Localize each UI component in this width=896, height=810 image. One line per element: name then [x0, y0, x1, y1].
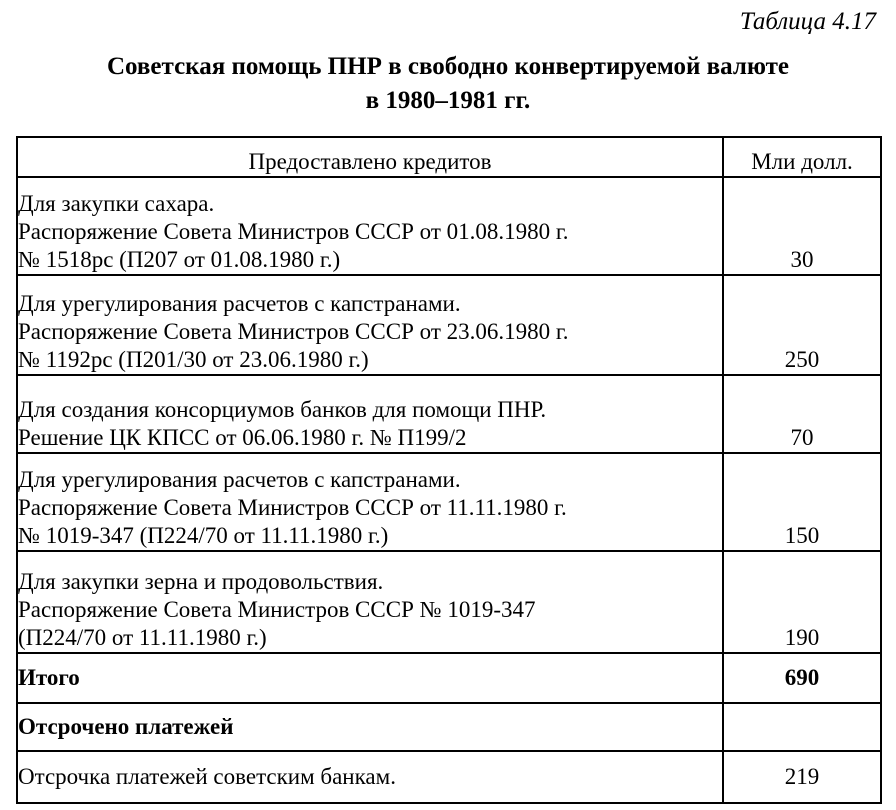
row-value: 30	[723, 177, 881, 275]
credits-table	[16, 136, 882, 804]
table-row	[17, 453, 881, 551]
table-row	[17, 275, 881, 375]
row-line: № 1192рс (П201/30 от 23.06.1980 г.)	[18, 347, 369, 372]
row-line: Для урегулирования расчетов с капстранами.	[18, 291, 461, 316]
row-line: Решение ЦК КПСС от 06.06.1980 г. № П199/2	[18, 425, 467, 450]
total-label: Итого	[17, 653, 723, 703]
row-description	[17, 551, 723, 653]
table-title	[0, 50, 896, 118]
deferred-section-label: Отсрочено платежей	[17, 703, 723, 751]
row-line: Для создания консорциумов банков для помощи ПНР.	[18, 397, 547, 422]
table-header-row	[17, 137, 881, 177]
row-value: 250	[723, 275, 881, 375]
row-value: 150	[723, 453, 881, 551]
row-line: № 1518рс (П207 от 01.08.1980 г.)	[18, 247, 341, 272]
total-value: 690	[723, 653, 881, 703]
table-row	[17, 177, 881, 275]
row-line: Распоряжение Совета Министров СССР № 1019-347	[18, 597, 536, 622]
deferred-section-row	[17, 703, 881, 751]
row-line: Распоряжение Совета Министров СССР от 23.06.1980 г.	[18, 319, 569, 344]
row-value: 70	[723, 375, 881, 453]
header-amount: Мли долл.	[723, 137, 881, 177]
total-row	[17, 653, 881, 703]
row-line: Распоряжение Совета Министров СССР от 01.08.1980 г.	[18, 219, 569, 244]
row-description	[17, 375, 723, 453]
table-number: Таблица 4.17	[739, 8, 876, 35]
deferral-value: 219	[723, 751, 881, 803]
row-value: 190	[723, 551, 881, 653]
row-description	[17, 453, 723, 551]
deferred-section-empty	[723, 703, 881, 751]
row-line: Распоряжение Совета Министров СССР от 11.11.1980 г.	[18, 495, 567, 520]
deferral-label: Отсрочка платежей советским банкам.	[17, 751, 723, 803]
table-row	[17, 375, 881, 453]
title-line-1: Советская помощь ПНР в свободно конвертируемой валюте	[106, 53, 790, 80]
row-line: Для урегулирования расчетов с капстранами.	[18, 467, 461, 492]
table-row	[17, 551, 881, 653]
title-line-2: в 1980–1981 гг.	[365, 87, 531, 114]
table-row	[17, 751, 881, 803]
row-line: Для закупки зерна и продовольствия.	[18, 569, 384, 594]
row-description	[17, 275, 723, 375]
row-description	[17, 177, 723, 275]
row-line: (П224/70 от 11.11.1980 г.)	[18, 625, 267, 650]
row-line: № 1019-347 (П224/70 от 11.11.1980 г.)	[18, 523, 389, 548]
header-credits: Предоставлено кредитов	[17, 137, 723, 177]
row-line: Для закупки сахара.	[18, 191, 215, 216]
